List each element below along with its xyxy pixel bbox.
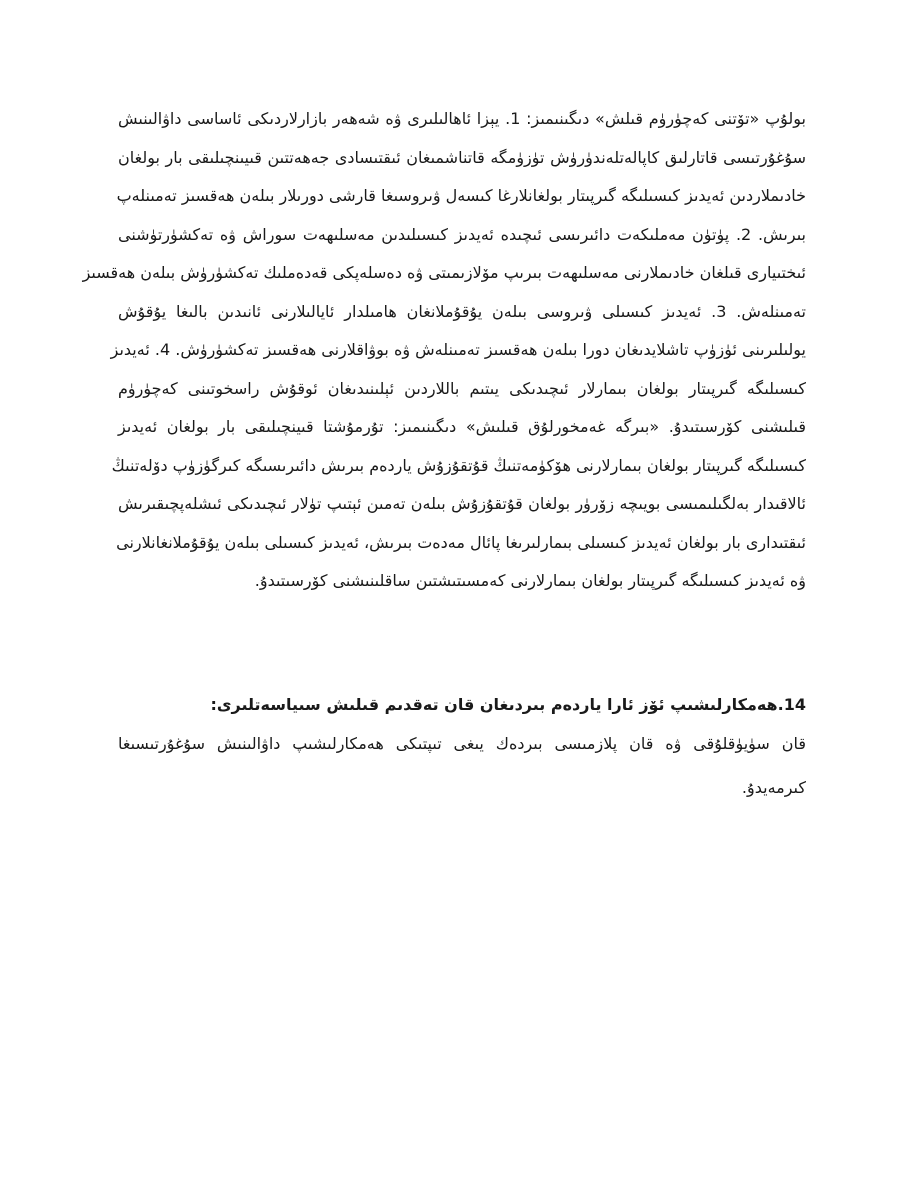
paragraph-line: ئىختىيارى قىلغان خادىملارنى مەسلىھەت بىرىپ مۆلازىمىتى ۋە دەسلەپكى قەدەملىك تەكشۈرۈش بىلەن ھەقسىز: [82, 263, 806, 282]
paragraph-line: يولىلىرىنى ئۈزۈپ تاشلايدىغان دورا بىلەن ھەقسىز تەمىنلەش ۋە بوۋاقلارنى ھەقسىز تەكشۈرۈش. 4. ئەيدىز: [110, 340, 806, 359]
paragraph-line: كىرمەيدۇ.: [741, 778, 806, 797]
body-paragraph: [82, 100, 807, 601]
paragraph-line: تەمىنلەش. 3. ئەيدىز كىسىلى ۋىروسى بىلەن يۇقۇملانغان ھامىلدار ئايالىلارنى ئانىدىن بالىغا يۇقۇش: [118, 301, 806, 321]
paragraph-line: كىسىلىگە گىرپىتار بولغان بىمارلارنى ھۆكۈمەتنىڭ قۇتقۇزۇش ياردەم بىرىش دائىرىسىگە كىرگۈزۈپ دۆلەتنىڭ: [111, 455, 806, 475]
paragraph-line: قىلىشنى كۆرسىتىدۇ. «بىرگە غەمخورلۇق قىلىش» دىگىنىمىز: تۇرمۇشتا قىينچىلىقى بار بولغان ئەيدىز: [118, 417, 806, 436]
paragraph-line: قان سۈيۈقلۇقى ۋە قان پلازمىسى بىردەك يىغى تىپتىكى ھەمكارلىشىپ داۋالىنىش سۇغۇرتىسىغا: [118, 734, 806, 753]
paragraph-line: سۇغۇرتىسى قاتارلىق كاپالەتلەندۈرۈش تۈزۈمگە قاتناشمىغان ئىقتىسادى جەھەتتىن قىيىنچىلىقى بار بولغان: [118, 147, 806, 167]
section-heading: 14.ھەمكارلىشىپ ئۆز ئارا ياردەم بىردىغان قان تەقدىم قىلىش سىياسەتلىرى:: [210, 695, 806, 714]
paragraph-line: بىرىش. 2. پۈتۈن مەملىكەت دائىرىسى ئىچىدە ئەيدىز كىسىلىدىن مەسلىھەت سوراش ۋە تەكشۈرتۈشنى: [118, 224, 806, 244]
paragraph-line: بولۇپ «تۆتنى كەچۈرۈم قىلش» دىگىنىمىز: 1. يېزا ئاھالىلىرى ۋە شەھەر بازارلاردىكى ئاساسى داۋالىنىش: [118, 109, 807, 128]
paragraph-line: ۋە ئەيدىز كىسىلىگە گىرپىتار بولغان بىمارلارنى كەمسىتىشتىن ساقلىنىشنى كۆرسىتىدۇ.: [254, 571, 806, 590]
paragraph-line: خادىملاردىن ئەيدىز كىسىلىگە گىرپىتار بولغانلارغا كىسەل ۋىروسىغا قارشى دورىلار بىلەن ھەقسىز تەمىنلەپ: [116, 186, 806, 205]
paragraph-line: ئىقتىدارى بار بولغان ئەيدىز كىسىلى بىمارلىرىغا پائال مەدەت بىرىش، ئەيدىز كىسىلى بىلەن يۇقۇملانغانلارنى: [116, 532, 806, 552]
paragraph-line: كىسىلىگە گىرپىتار بولغان بىمارلار ئىچىدىكى يىتىم باللاردىن ئېلىنىدىغان ئوقۇش راسخوتىنى كەچۈرۈم: [118, 378, 806, 398]
body-paragraph: [118, 722, 806, 810]
paragraph-line: ئالاقىدار بەلگىلىمىسى بويىچە زۆرۈر بولغان قۇتقۇزۇش بىلەن تەمىن ئېتىپ تۈلار ئىچىدىكى ئىشلەپچىقىرىش: [118, 494, 806, 513]
